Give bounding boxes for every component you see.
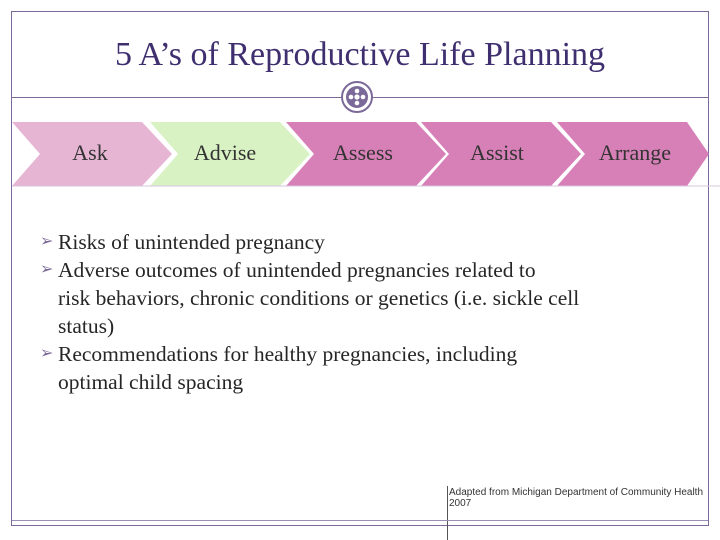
step-label-arrange: Arrange — [598, 140, 672, 165]
bullet-item — [40, 256, 710, 340]
bullet-text: Risks of unintended pregnancy — [58, 230, 325, 254]
source-citation — [449, 487, 714, 509]
source-divider — [447, 486, 448, 540]
slide-title: 5 A’s of Reproductive Life Planning — [114, 36, 606, 73]
bullet-mark-icon: ➢ — [40, 261, 54, 278]
bullet-text: risk behaviors, chronic conditions or genetics (i.e. sickle cell — [58, 286, 580, 310]
step-label-ask: Ask — [72, 140, 108, 165]
bottom-divider — [12, 520, 708, 521]
emblem-icon — [341, 81, 373, 113]
bullet-list — [40, 228, 710, 396]
step-label-assist: Assist — [470, 140, 524, 165]
bullet-text: optimal child spacing — [58, 370, 244, 394]
bullet-text: status) — [58, 314, 115, 338]
bullet-mark-icon: ➢ — [40, 345, 54, 362]
bullet-item — [40, 340, 710, 396]
source-line-1: Adapted from Michigan Department of Community Health — [449, 487, 704, 498]
step-label-assess: Assess — [333, 140, 393, 165]
bullet-text: Adverse outcomes of unintended pregnancies related to — [58, 258, 536, 282]
bullet-item — [40, 228, 710, 256]
step-label-advise: Advise — [193, 140, 257, 165]
source-line-2: 2007 — [449, 498, 472, 509]
bullet-text: Recommendations for healthy pregnancies, including — [58, 342, 518, 366]
bullet-mark-icon: ➢ — [40, 233, 54, 250]
